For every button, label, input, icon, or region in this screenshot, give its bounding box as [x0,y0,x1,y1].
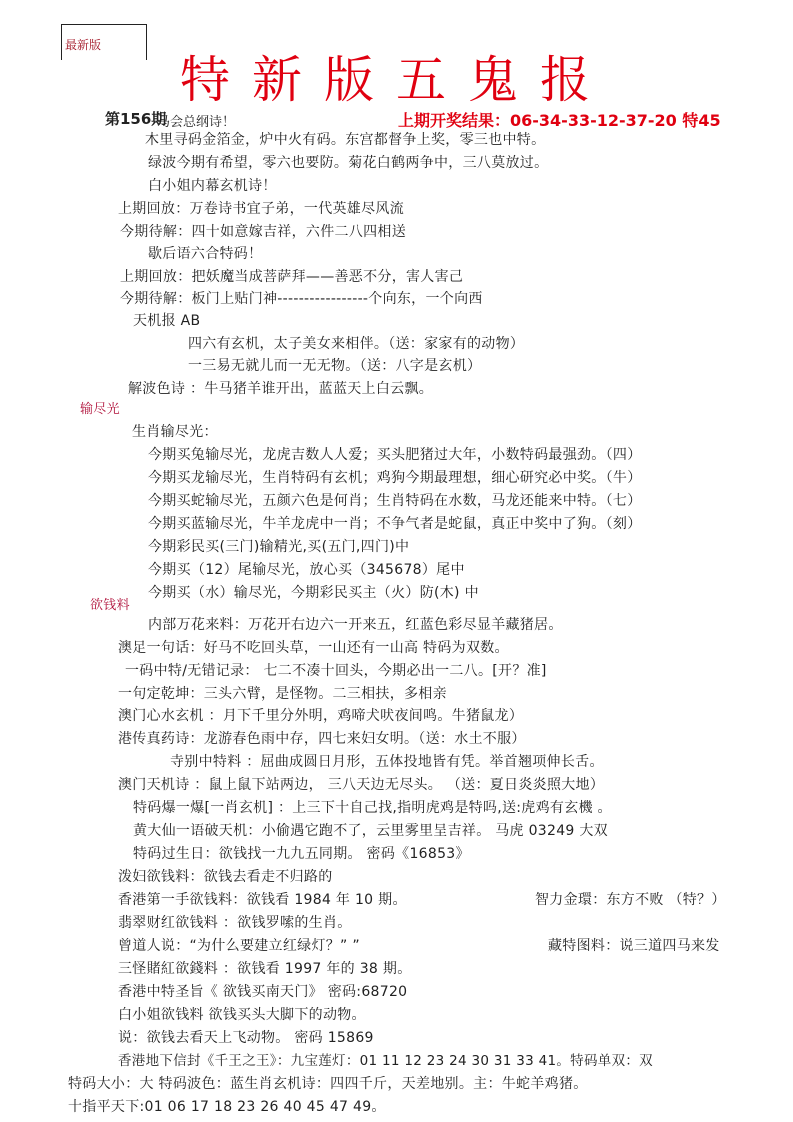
poem-title: 马会总纲诗！ [157,115,236,130]
text-line: 四六有玄机，太子美女来相伴。（送：家家有的动物） [188,336,525,352]
text-line: 翡翠财红欲钱料 ：欲钱罗嗦的生肖。 [118,915,352,931]
text-line: 一三易无就儿而一无无物。（送：八字是玄机） [188,358,482,374]
text-line: 港传真药诗：龙游春色雨中存，四七来妇女明。（送：水土不服） [118,731,526,747]
text-line: 泼妇欲钱料：欲钱去看走不归路的 [118,869,333,885]
text-line: 今期买蛇输尽光，五颜六色是何肖；生肖特码在水数，马龙还能来中特。（七） [148,493,642,509]
text-line: 特码爆一爆[一肖玄机] ：上三下十自己找,指明虎鸡是特吗,送:虎鸡有玄機 。 [133,800,612,816]
text-line: 内部万花来料：万花开右边六一开来五，红蓝色彩尽显羊藏猪居。 [148,617,563,633]
section-heading: 欲钱料 [90,598,130,613]
text-line: 十指平天下:01 06 17 18 23 26 40 45 47 49。 [68,1099,386,1115]
text-line: 一句定乾坤：三头六臂，是怪物。二三相扶，多相亲 [118,686,447,702]
text-line: 上期回放：万卷诗书宜子弟，一代英雄尽风流 [118,201,404,217]
page-title: 特新版五鬼报 [180,51,612,109]
text-line: 上期回放：把妖魔当成菩萨拜——善恶不分，害人害己 [120,269,464,285]
text-line: 今期买（12）尾输尽光，放心买（345678）尾中 [148,562,465,578]
edition-badge [61,24,147,60]
text-line: 说：欲钱去看天上飞动物。 密码 15869 [118,1030,374,1046]
text-line: 香港第一手欲钱料：欲钱看 1984 年 10 期。 [118,892,407,908]
issue-number: 第156期 [105,110,167,128]
text-line: 绿波今期有希望，零六也要防。菊花白鹤两争中，三八莫放过。 [148,155,549,171]
text-line: 寺别中特料 ：屈曲成圆日月形，五体投地皆有凭。举首翘项伸长舌。 [170,754,604,770]
edition-badge-text: 最新版 [65,38,102,52]
text-line: 今期待解：四十如意嫁吉祥，六件二八四相送 [120,224,406,240]
text-line: 今期待解：板门上贴门神-----------------个向东，一个向西 [120,291,483,307]
text-line: 藏特图料：说三道四马来发 [548,938,720,954]
text-line: 澳门心水玄机 ：月下千里分外明，鸡啼犬吠夜间鸣。牛猪鼠龙） [118,708,524,724]
text-line: 黄大仙一语破天机：小偷遇它跑不了，云里雾里呈吉祥。 马虎 03249 大双 [133,823,608,839]
text-line: 天机报 AB [133,313,201,329]
text-line: 澳门天机诗 ：鼠上鼠下站两边， 三八天边无尽头。 （送：夏日炎炎照大地） [118,777,605,793]
last-result: 上期开奖结果：06-34-33-12-37-20 特45 [398,111,721,130]
text-line: 三怪賭紅欲錢料 ：欲钱看 1997 年的 38 期。 [118,961,412,977]
text-line: 白小姐内幕玄机诗！ [148,178,277,194]
text-line: 香港地下信封《千王之王》：九宝莲灯：01 11 12 23 24 30 31 33 41。特码单双：双 [118,1053,653,1069]
text-line: 今期买兔输尽光，龙虎吉数人人爱；买头肥猪过大年，小数特码最强劲。（四） [148,447,642,463]
text-line: 曾道人说：“为什么要建立红绿灯？” ” [118,938,360,954]
text-line: 今期买龙输尽光，生肖特码有玄机；鸡狗今期最理想，细心研究必中奖。（牛） [148,470,642,486]
text-line: 今期买（水）输尽光，今期彩民买主（火）防(木) 中 [148,585,479,601]
text-line: 今期彩民买(三门)输精光,买(五门,四门)中 [148,539,410,555]
text-line: 白小姐欲钱料 欲钱买头大脚下的动物。 [118,1007,366,1023]
text-line: 特码过生日：欲钱找一九九五同期。 密码《16853》 [133,846,470,862]
section-heading: 输尽光 [80,402,120,417]
text-line: 生肖输尽光： [132,424,218,440]
text-line: 歇后语六合特码！ [148,246,263,262]
text-line: 今期买蓝输尽光，牛羊龙虎中一肖；不争气者是蛇鼠，真正中奖中了狗。（刻） [148,516,642,532]
text-line: 香港中特圣旨《 欲钱买南天门》 密码:68720 [118,984,408,1000]
text-line: 特码大小：大 特码波色：蓝生肖玄机诗：四四千斤，天差地别。主：牛蛇羊鸡猪。 [68,1076,588,1092]
text-line: 一码中特/无错记录： 七二不凑十回头，今期必出一二八。[开？准] [125,663,547,679]
text-line: 解波色诗 ：牛马猪羊谁开出，蓝蓝天上白云飘。 [128,381,434,397]
text-line: 澳足一句话：好马不吃回头草，一山还有一山高 特码为双数。 [118,640,509,656]
text-line: 智力金環：东方不败 （特？） [535,892,726,908]
text-line: 木里寻码金箔金，炉中火有码。东宫都督争上奖，零三也中特。 [145,132,546,148]
